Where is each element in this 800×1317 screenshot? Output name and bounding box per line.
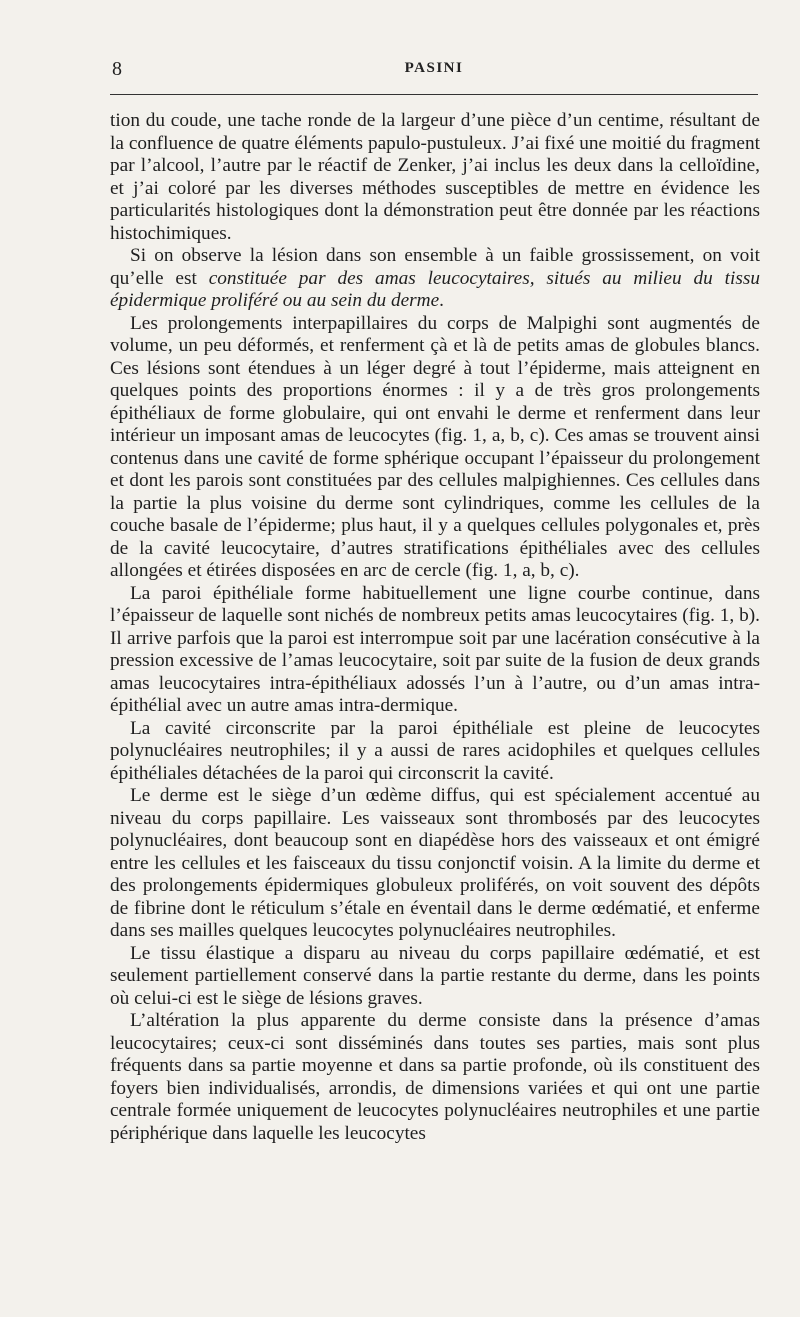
header-rule bbox=[110, 94, 758, 95]
paragraph-5: La cavité circonscrite par la paroi épithéliale est pleine de leucocytes polynucléaires neutrophiles; il y a aussi de rares acidophiles et quelques cellules épithéliales détachées de la paroi qui circonscrit la cavité. bbox=[110, 717, 760, 784]
paragraph-2-text: Si on observe la lésion dans son ensemble à un faible grossissement, on voit qu’elle est bbox=[110, 245, 760, 289]
paragraph-2-end: . bbox=[439, 290, 444, 311]
paragraph-1: tion du coude, une tache ronde de la largeur d’une pièce d’un centime, résultant de la confluence de quatre éléments papulo-pustuleux. J’ai fixé une moitié du fragment par l’alcool, l’autre par le réactif de Zenker, j’ai inclus les deux dans la celloïdine, et j’ai coloré par les diverses méthodes susceptibles de mettre en évidence les particularités histologiques dont la démonstration peut être donnée par les réactions histochimiques. bbox=[110, 110, 760, 244]
paragraph-7: Le tissu élastique a disparu au niveau du corps papillaire œdématié, et est seulement partiellement conservé dans la partie restante du derme, dans les points où celui-ci est le siège de lésions graves. bbox=[110, 942, 760, 1009]
paragraph-8: L’altération la plus apparente du derme consiste dans la présence d’amas leucocytaires; ceux-ci sont disséminés dans toutes ses parties, mais sont plus fréquents dans sa partie moyenne et dans sa partie profonde, où ils constituent des foyers bien individualisés, arrondis, de dimensions variées et qui ont une partie centrale formée uniquement de leucocytes polynucléaires neutrophiles et une partie périphérique dans laquelle les leucocytes bbox=[110, 1010, 760, 1144]
page-header bbox=[112, 56, 756, 86]
body-text bbox=[110, 110, 760, 1145]
page-number: 8 bbox=[112, 58, 122, 80]
paragraph-2 bbox=[110, 245, 760, 313]
running-title: PASINI bbox=[404, 60, 464, 76]
paragraph-3: Les prolongements interpapillaires du corps de Malpighi sont augmentés de volume, un peu déformés, et renferment çà et là de petits amas de globules blancs. Ces lésions sont étendues à un léger degré à tout l’épiderme, mais atteignent en quelques points des proportions énormes : il y a de très gros prolongements épithéliaux de forme globulaire, qui ont envahi le derme et renferment dans leur intérieur un imposant amas de leucocytes (fig. 1, a, b, c). Ces amas se trouvent ainsi contenus dans une cavité de forme sphérique occupant l’épaisseur du prolongement et dont les parois sont constituées par des cellules malpighiennes. Ces cellules dans la partie la plus voisine du derme sont cylindriques, comme les cellules de la couche basale de l’épiderme; plus haut, il y a quelques cellules polygonales et, près de la cavité leucocytaire, d’autres stratifications épithéliales avec des cellules allongées et étirées disposées en arc de cercle (fig. 1, a, b, c). bbox=[110, 312, 760, 581]
paragraph-2-italic: constituée par des amas leucocytaires, situés au milieu du tissu épidermique proliféré ou au sein du derme bbox=[110, 267, 761, 311]
paragraph-6: Le derme est le siège d’un œdème diffus, qui est spécialement accentué au niveau du corps papillaire. Les vaisseaux sont thrombosés par des leucocytes polynucléaires, dont beaucoup sont en diapédèse hors des vaisseaux et ont émigré entre les cellules et les faisceaux du tissu conjonctif voisin. A la limite du derme et des prolongements épidermiques globuleux proliférés, on voit souvent des dépôts de fibrine dont le réticulum s’étale en éventail dans le derme œdématié, et enferme dans ses mailles quelques leucocytes polynucléaires neutrophiles. bbox=[110, 785, 760, 941]
paragraph-4: La paroi épithéliale forme habituellement une ligne courbe continue, dans l’épaisseur de laquelle sont nichés de nombreux petits amas leucocytaires (fig. 1, b). Il arrive parfois que la paroi est interrompue soit par une lacération consécutive à la pression excessive de l’amas leucocytaire, soit par suite de la fusion de deux grands amas leucocytaires intra-épithéliaux adossés l’un à l’autre, ou d’un amas intra-épithélial avec un autre amas intra-dermique. bbox=[110, 582, 760, 716]
